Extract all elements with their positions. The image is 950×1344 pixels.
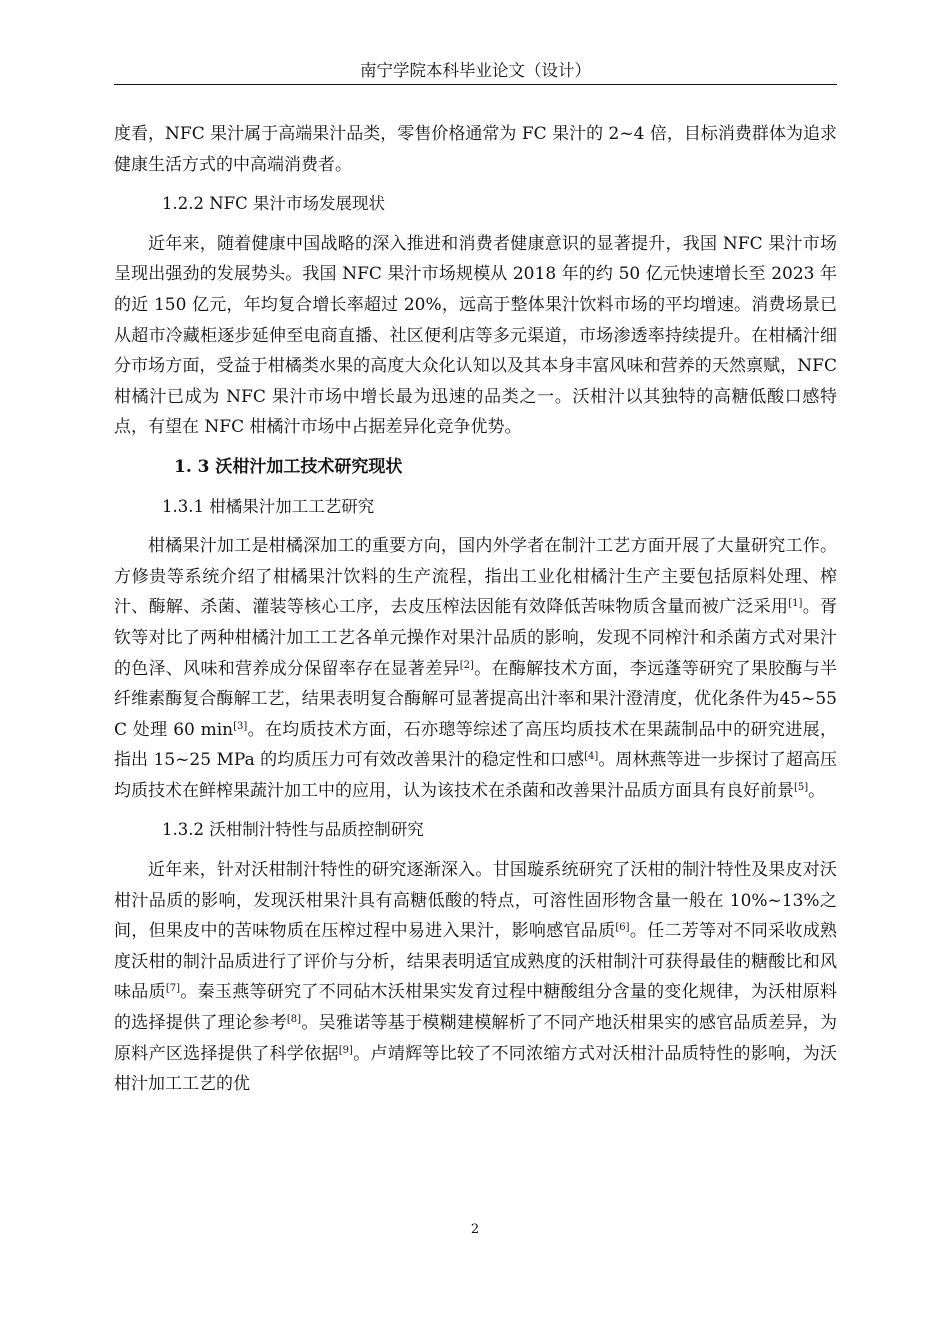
citation-ref[interactable]: [5] [794, 781, 809, 793]
section-heading-1-3: 1. 3 沃柑汁加工技术研究现状 [174, 456, 403, 477]
text-run: 。在酶解技术方面，李远蓬等研究了果胶酶与半纤维素酶复合酶解工艺，结果表明复合酶解可显著提高出汁率和果汁澄清度，优化条件为45~55 C 处理 60 min [114, 658, 838, 740]
text-run: 。在均质技术方面，石亦璁等综述了高压均质技术在果蔬制品中的研究进展，指出 15~25 MPa 的均质压力可有效改善果汁的稳定性和口感 [114, 719, 838, 771]
text-run: 。胥钦等对比了两种柑橘汁加工工艺各单元操作对果汁品质的影响，发现不同榨汁和杀菌方式对果汁的色泽、风味和营养成分保留率存在显著差异 [114, 597, 837, 679]
page-header: 南宁学院本科毕业论文（设计） [360, 61, 591, 80]
citation-ref[interactable]: [3] [233, 720, 248, 732]
paragraph-continuation: 度看，NFC 果汁属于高端果汁品类，零售价格通常为 FC 果汁的 2~4 倍，目标消费群体为追求健康生活方式的中高端消费者。 [114, 124, 837, 175]
citation-ref[interactable]: [2] [459, 659, 474, 671]
paragraph-wogan-quality [114, 855, 837, 1100]
section-heading-1-3-1: 1.3.1 柑橘果汁加工工艺研究 [162, 496, 375, 516]
citation-ref[interactable]: [1] [788, 598, 803, 610]
citation-ref[interactable]: [4] [584, 751, 599, 763]
section-heading-1-2-2: 1.2.2 NFC 果汁市场发展现状 [162, 194, 385, 214]
text-run: 。 [808, 780, 826, 801]
page-body [114, 119, 837, 1100]
header-rule [114, 84, 837, 85]
section-heading-1-3-2: 1.3.2 沃柑制汁特性与品质控制研究 [162, 820, 424, 840]
paragraph-citrus-processing [114, 531, 837, 806]
paragraph-nfc-market: 近年来，随着健康中国战略的深入推进和消费者健康意识的显著提升，我国 NFC 果汁市场呈现出强劲的发展势头。我国 NFC 果汁市场规模从 2018 年的约 50 亿元快速增长至 2023 年的近 150 亿元，年均复合增长率超过 20%，远高于整体果汁饮料市场的平均增速。消费场景已从超市冷藏柜逐步延伸至电商直播、社区便利店等多元渠道，市场渗透率持续提升。在柑橘汁细分市场方面，受益于柑橘类水果的高度大众化认知以及其本身丰富风味和营养的天然禀赋，NFC 柑橘汁已成为 NFC 果汁市场中增长最为迅速的品类之一。沃柑汁以其独特的高糖低酸口感特点，有望在 NFC 柑橘汁市场中占据差异化竞争优势。 [114, 233, 837, 438]
text-run: 。任二芳等对不同采收成熟度沃柑的制汁品质进行了评价与分析，结果表明适宜成熟度的沃柑制汁可获得最佳的糖酸比和风味品质 [114, 921, 838, 1003]
page-number: 2 [470, 1222, 480, 1237]
citation-ref[interactable]: [6] [615, 922, 630, 934]
text-run: 近年来，针对沃柑制汁特性的研究逐渐深入。甘国璇系统研究了沃柑的制汁特性及果皮对沃柑汁品质的影响，发现沃柑果汁具有高糖低酸的特点，可溶性固形物含量一般在 10%~13%之间，但果皮中的苦味物质在压榨过程中易进入果汁，影响感官品质 [114, 860, 837, 942]
citation-ref[interactable]: [8] [286, 1014, 302, 1026]
text-run: 。卢靖辉等比较了不同浓缩方式对沃柑汁品质特性的影响，为沃柑汁加工工艺的优 [114, 1043, 837, 1095]
text-run: 柑橘果汁加工是柑橘深加工的重要方向，国内外学者在制汁工艺方面开展了大量研究工作。方修贵等系统介绍了柑橘果汁饮料的生产流程，指出工业化柑橘汁生产主要包括原料处理、榨汁、酶解、杀菌、灌装等核心工序，去皮压榨法因能有效降低苦味物质含量而被广泛采用 [114, 536, 837, 618]
citation-ref[interactable]: [9] [338, 1044, 353, 1056]
text-run: 。周林燕等进一步探讨了超高压均质技术在鲜榨果蔬汁加工中的应用，认为该技术在杀菌和改善果汁品质方面具有良好前景 [114, 750, 838, 801]
text-run: 。吴雅诺等基于模糊建模解析了不同产地沃柑果实的感官品质差异，为原料产区选择提供了科学依据 [114, 1013, 838, 1064]
text-run: 。秦玉燕等研究了不同砧木沃柑果实发育过程中糖酸组分含量的变化规律，为沃柑原料的选择提供了理论参考 [114, 982, 838, 1034]
citation-ref[interactable]: [7] [165, 983, 181, 995]
